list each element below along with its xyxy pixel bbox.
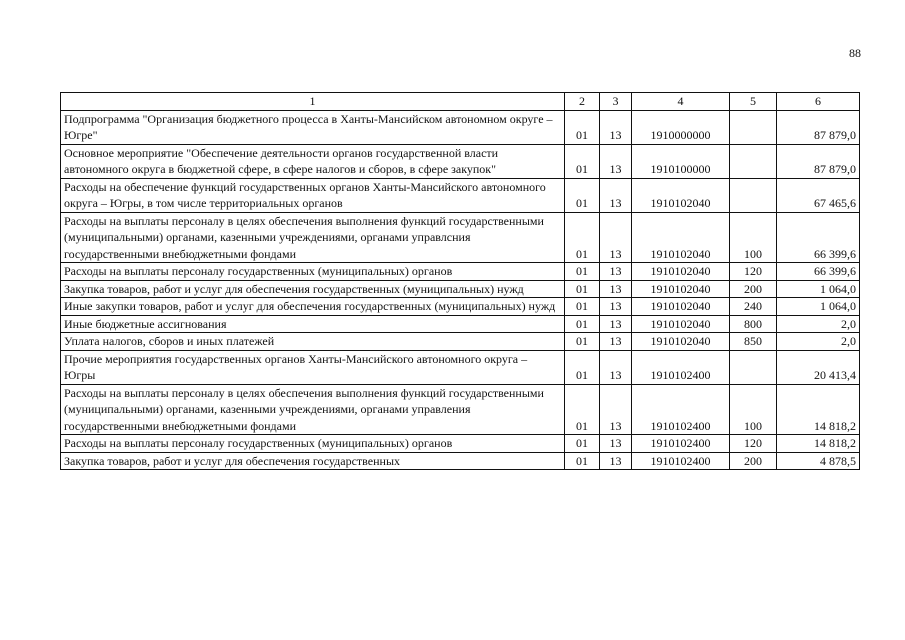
row-section: 01 [565,178,600,212]
row-amount: 67 465,6 [777,178,860,212]
row-amount: 87 879,0 [777,110,860,144]
row-expense-type: 240 [730,298,777,316]
row-amount: 20 413,4 [777,350,860,384]
table-row [61,350,860,384]
table-row [61,333,860,351]
row-expense-type [730,144,777,178]
table-row [61,178,860,212]
row-subsection: 13 [600,384,632,435]
header-col-5: 5 [730,93,777,111]
table-row [61,298,860,316]
row-expense-type: 120 [730,435,777,453]
row-target-article: 1910102040 [632,212,730,263]
row-expense-type: 200 [730,280,777,298]
header-col-4: 4 [632,93,730,111]
row-amount: 2,0 [777,333,860,351]
row-subsection: 13 [600,435,632,453]
row-name: Расходы на выплаты персоналу в целях обеспечения выполнения функций государственными (муниципальными) органами, казенными учреждениями, органами управления государственными внебюджетными фондами [61,384,565,435]
row-subsection: 13 [600,212,632,263]
row-amount: 87 879,0 [777,144,860,178]
row-amount: 1 064,0 [777,298,860,316]
row-section: 01 [565,315,600,333]
row-target-article: 1910102400 [632,435,730,453]
row-target-article: 1910102400 [632,384,730,435]
row-name: Уплата налогов, сборов и иных платежей [61,333,565,351]
row-section: 01 [565,212,600,263]
row-target-article: 1910000000 [632,110,730,144]
table-row [61,280,860,298]
row-name: Иные бюджетные ассигнования [61,315,565,333]
row-target-article: 1910102400 [632,350,730,384]
row-name: Закупка товаров, работ и услуг для обеспечения государственных (муниципальных) нужд [61,280,565,298]
table-row [61,315,860,333]
table-row [61,384,860,435]
row-target-article: 1910102040 [632,298,730,316]
row-target-article: 1910102040 [632,315,730,333]
row-subsection: 13 [600,298,632,316]
table-row [61,144,860,178]
page-number: 88 [849,46,861,60]
row-name: Иные закупки товаров, работ и услуг для обеспечения государственных (муниципальных) нужд [61,298,565,316]
row-subsection: 13 [600,263,632,281]
row-expense-type: 100 [730,384,777,435]
row-amount: 66 399,6 [777,263,860,281]
row-target-article: 1910102040 [632,263,730,281]
row-section: 01 [565,333,600,351]
row-target-article: 1910102040 [632,178,730,212]
row-target-article: 1910102400 [632,452,730,470]
table-body [61,110,860,470]
row-name: Расходы на выплаты персоналу государственных (муниципальных) органов [61,435,565,453]
table-row [61,435,860,453]
row-subsection: 13 [600,452,632,470]
row-section: 01 [565,350,600,384]
row-name: Закупка товаров, работ и услуг для обеспечения государственных [61,452,565,470]
row-amount: 2,0 [777,315,860,333]
row-section: 01 [565,263,600,281]
table-row [61,110,860,144]
row-expense-type: 120 [730,263,777,281]
row-expense-type: 200 [730,452,777,470]
row-subsection: 13 [600,110,632,144]
row-subsection: 13 [600,350,632,384]
table-header [61,93,860,111]
row-expense-type [730,350,777,384]
row-section: 01 [565,435,600,453]
row-expense-type [730,178,777,212]
row-section: 01 [565,384,600,435]
row-name: Расходы на выплаты персоналу в целях обеспечения выполнения функций государственными (муниципальными) органами, казенными учреждениями, органами управлсния государственными внебюджетными фондами [61,212,565,263]
row-amount: 14 818,2 [777,384,860,435]
row-amount: 14 818,2 [777,435,860,453]
header-col-1: 1 [61,93,565,111]
row-amount: 1 064,0 [777,280,860,298]
header-col-2: 2 [565,93,600,111]
row-expense-type [730,110,777,144]
row-section: 01 [565,280,600,298]
row-expense-type: 100 [730,212,777,263]
row-section: 01 [565,298,600,316]
row-section: 01 [565,452,600,470]
header-col-6: 6 [777,93,860,111]
budget-table [60,92,860,470]
header-row [61,93,860,111]
row-subsection: 13 [600,280,632,298]
row-subsection: 13 [600,178,632,212]
row-amount: 4 878,5 [777,452,860,470]
table-row [61,212,860,263]
row-target-article: 1910102040 [632,280,730,298]
row-name: Основное мероприятие "Обеспечение деятельности органов государственной власти автономного округа в бюджетной сфере, в сфере налогов и сборов, в сфере закупок" [61,144,565,178]
table-row [61,452,860,470]
header-col-3: 3 [600,93,632,111]
row-name: Расходы на обеспечение функций государственных органов Ханты-Мансийского автономного округа – Югры, в том числе территориальных органов [61,178,565,212]
row-subsection: 13 [600,144,632,178]
row-target-article: 1910100000 [632,144,730,178]
row-subsection: 13 [600,333,632,351]
row-subsection: 13 [600,315,632,333]
row-amount: 66 399,6 [777,212,860,263]
row-name: Прочие мероприятия государственных органов Ханты-Мансийского автономного округа – Югры [61,350,565,384]
row-section: 01 [565,144,600,178]
row-name: Расходы на выплаты персоналу государственных (муниципальных) органов [61,263,565,281]
row-target-article: 1910102040 [632,333,730,351]
row-name: Подпрограмма "Организация бюджетного процесса в Ханты-Мансийском автономном округе – Югре" [61,110,565,144]
row-expense-type: 850 [730,333,777,351]
table-row [61,263,860,281]
row-section: 01 [565,110,600,144]
row-expense-type: 800 [730,315,777,333]
